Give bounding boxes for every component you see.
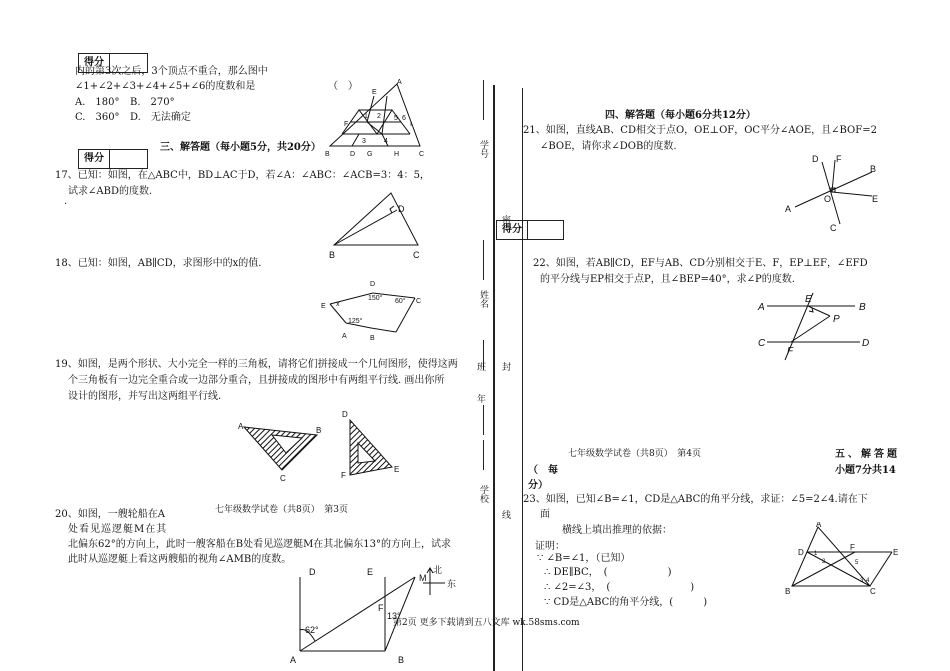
- fig16-G: G: [367, 151, 373, 158]
- section5-heading-d: 分）: [528, 480, 548, 491]
- fig16-B: B: [325, 151, 330, 158]
- section5-heading-a: 五、解答题: [835, 449, 900, 460]
- fig22-F: F: [787, 346, 794, 357]
- fig23-E: E: [893, 548, 899, 557]
- fig22-E: E: [805, 294, 812, 305]
- figure-19-set-squares: [232, 405, 412, 485]
- fig23-B: B: [785, 587, 791, 596]
- q22-line2: 的平分线与EP相交于点P，且∠BEP=40°，求∠P的度数.: [540, 274, 795, 285]
- q23-line2: 面: [540, 509, 550, 520]
- fig18-60: 60°: [395, 298, 406, 305]
- q21-line2: ∠BOE，请你求∠DOB的度数.: [540, 141, 677, 152]
- fig18-B: B: [370, 335, 375, 342]
- spine-dash-1: [483, 80, 484, 120]
- fig16-n4: 4: [384, 138, 388, 145]
- figure-18-polygon: [318, 278, 428, 346]
- fig21-A: A: [785, 204, 792, 214]
- spine-feng: 封: [502, 363, 512, 373]
- figure-16-folded-triangle: [322, 78, 427, 160]
- fig18-A: A: [342, 333, 347, 340]
- page3-footer: 七年级数学试卷（共8页） 第3页: [215, 505, 348, 515]
- fig20-north: 北: [433, 565, 443, 575]
- q23-line1: 23、如图，已知∠B=∠1，CD是△ABC的角平分线，求证：∠5=2∠4.请在下: [523, 494, 868, 505]
- fig21-E: E: [872, 194, 879, 204]
- watermark: 第2页 更多下载请到五八文库 wk.58sms.com: [393, 618, 580, 628]
- q19-line2: 个三角板有一边完全重合或一边部分重合，且拼接成的图形中有两组平行线. 画出你所: [68, 375, 445, 386]
- fig20-east: 东: [447, 579, 457, 589]
- q19-line3: 设计的图形，并写出这两组平行线.: [68, 391, 222, 402]
- fig18-E: E: [321, 303, 326, 310]
- fig21-D: D: [812, 154, 819, 164]
- section3-heading: 三、解答题（每小题5分，共20分）: [160, 142, 321, 153]
- fig23-n5: 5: [855, 560, 859, 566]
- fig18-150: 150°: [368, 295, 383, 302]
- figure-17-triangle: [326, 188, 426, 263]
- fig19-D: D: [342, 410, 348, 419]
- fig18-D: D: [370, 281, 376, 288]
- score-label: 得分: [79, 54, 110, 72]
- fig20-F: F: [378, 603, 384, 613]
- fig23-C: C: [870, 587, 876, 596]
- q16-line2: ∠1+∠2+∠3+∠4+∠5+∠6的度数和是: [75, 81, 256, 92]
- fig21-B: B: [870, 164, 877, 174]
- q23-step2: ∴ DE∥BC， ( ): [544, 567, 672, 578]
- q23-step1: ∵ ∠B=∠1，（已知）: [537, 553, 631, 564]
- q23-step3: ∴ ∠2=∠3， ( ): [544, 582, 695, 593]
- spine-nian: 年: [477, 395, 487, 405]
- fig18-125: 125°: [348, 318, 363, 325]
- score-label: 得分: [497, 221, 528, 239]
- binding-line-left: [493, 85, 495, 671]
- q20-line3: 北偏东62°的方向上，此时一艘客船在B处看见巡逻艇M在其北偏东13°的方向上，试求: [68, 539, 452, 550]
- fig18-x: x: [336, 301, 340, 308]
- page4-footer: 七年级数学试卷（共8页） 第4页: [568, 449, 701, 459]
- fig17-B: B: [329, 250, 336, 260]
- q17-line1: 17、已知：如图，在△ABC中，BD⊥AC于D，若∠A：∠ABC：∠ACB=3：4：5，: [55, 170, 430, 181]
- binding-line-right: [522, 88, 523, 671]
- fig16-C: C: [419, 151, 425, 158]
- fig16-D: D: [350, 151, 356, 158]
- fig20-62: 62°: [305, 625, 319, 635]
- fig22-D: D: [862, 338, 870, 349]
- q20-line4: 此时从巡逻艇上看这两艘船的视角∠AMB的度数。: [68, 554, 292, 565]
- fig20-M: M: [419, 573, 427, 583]
- figure-21-intersecting-lines: [780, 152, 890, 234]
- fig16-E: E: [372, 89, 377, 96]
- spine-xian: 线: [502, 511, 512, 521]
- fig16-n2: 2: [377, 113, 381, 120]
- fig18-C: C: [416, 298, 422, 305]
- fig16-n3: 3: [362, 138, 366, 145]
- fig20-13: 13°: [387, 611, 401, 621]
- fig20-D: D: [309, 567, 316, 577]
- q20-line2: 处看见巡逻艇M在其: [68, 524, 168, 535]
- fig20-A: A: [290, 655, 297, 665]
- fig16-I: I: [410, 121, 412, 128]
- q16-line1: 内的第3次之后，3个顶点不重合，那么图中: [75, 66, 268, 77]
- fig23-n2: 2: [822, 559, 826, 565]
- fig21-F: F: [836, 154, 842, 164]
- section4-heading: 四、解答题（每小题6分共12分）: [605, 110, 756, 121]
- fig23-n1: 1: [814, 551, 818, 557]
- fig23-F: F: [850, 543, 855, 552]
- spine-ban: 班: [477, 363, 487, 373]
- q23-step4: ∵ CD是△ABC的角平分线，( ): [544, 597, 708, 608]
- fig16-F: F: [344, 121, 349, 128]
- q23-proof: 证明：: [535, 541, 565, 552]
- spine-xingming: 姓名: [478, 290, 488, 308]
- spine-mi: 密: [502, 216, 512, 226]
- q22-line1: 22、如图，若AB∥CD，EF与AB、CD分别相交于E、F，EP⊥EF，∠EFD: [533, 258, 868, 269]
- figure-23-triangle: [780, 522, 905, 600]
- q23-line3: 横线上填出推理的依据：: [562, 525, 672, 536]
- q16-option-b: B. 270°: [130, 97, 175, 108]
- fig23-D: D: [798, 548, 804, 557]
- q17-line2: 试求∠ABD的度数.: [68, 186, 153, 197]
- fig22-A: A: [758, 302, 765, 313]
- fig16-n1: 1: [364, 113, 368, 120]
- fig22-C: C: [758, 338, 766, 349]
- fig16-H: H: [394, 151, 400, 158]
- q19-line1: 19、如图，是两个形状、大小完全一样的三角板，请将它们拼接成一个几何图形，使得这两: [55, 359, 458, 370]
- spine-dash-5: [483, 440, 484, 470]
- fig23-n3: 3: [860, 578, 864, 584]
- fig16-n6: 6: [402, 115, 406, 122]
- fig22-P: P: [833, 314, 840, 325]
- fig20-B: B: [398, 655, 405, 665]
- fig21-C: C: [830, 223, 837, 233]
- q18-text: 18、已知：如图，AB∥CD，求图形中的x的值.: [55, 258, 262, 269]
- fig19-F: F: [341, 471, 346, 480]
- fig16-n5: 5: [394, 115, 398, 122]
- fig20-E: E: [367, 567, 374, 577]
- fig17-D: D: [398, 204, 405, 214]
- spine-dash-2: [483, 240, 484, 280]
- q17-dot: .: [64, 196, 68, 207]
- fig19-A: A: [238, 422, 244, 431]
- score-box-21: [496, 220, 564, 240]
- spine-xuexiao: 学校: [478, 485, 488, 503]
- fig23-A: A: [816, 522, 822, 529]
- section5-heading-b: 小题7分共14: [835, 465, 896, 476]
- fig17-C: C: [413, 250, 420, 260]
- q21-line1: 21、如图，直线AB、CD相交于点O，OE⊥OF，OC平分∠AOE，且∠BOF=2: [523, 125, 877, 136]
- fig22-B: B: [859, 302, 866, 313]
- fig19-C: C: [280, 474, 286, 483]
- score-label: 得分: [79, 150, 110, 168]
- figure-22-parallel-lines: [755, 288, 880, 363]
- fig23-n4: 4: [866, 578, 870, 584]
- fig21-O: O: [824, 194, 832, 204]
- fig19-B: B: [316, 426, 322, 435]
- q20-line1: 20、如图，一艘轮船在A: [55, 509, 165, 520]
- section5-heading-c: （ 每: [528, 465, 558, 476]
- fig16-A: A: [397, 79, 402, 86]
- spine-dash-4: [483, 405, 484, 435]
- fig19-E: E: [394, 465, 400, 474]
- q16-option-a: A. 180°: [75, 97, 120, 108]
- spine-xuehao: 学号: [478, 140, 488, 158]
- q16-bracket: （ ）: [328, 81, 358, 92]
- q16-option-d: D. 无法确定: [130, 112, 191, 123]
- q16-option-c: C. 360°: [75, 112, 120, 123]
